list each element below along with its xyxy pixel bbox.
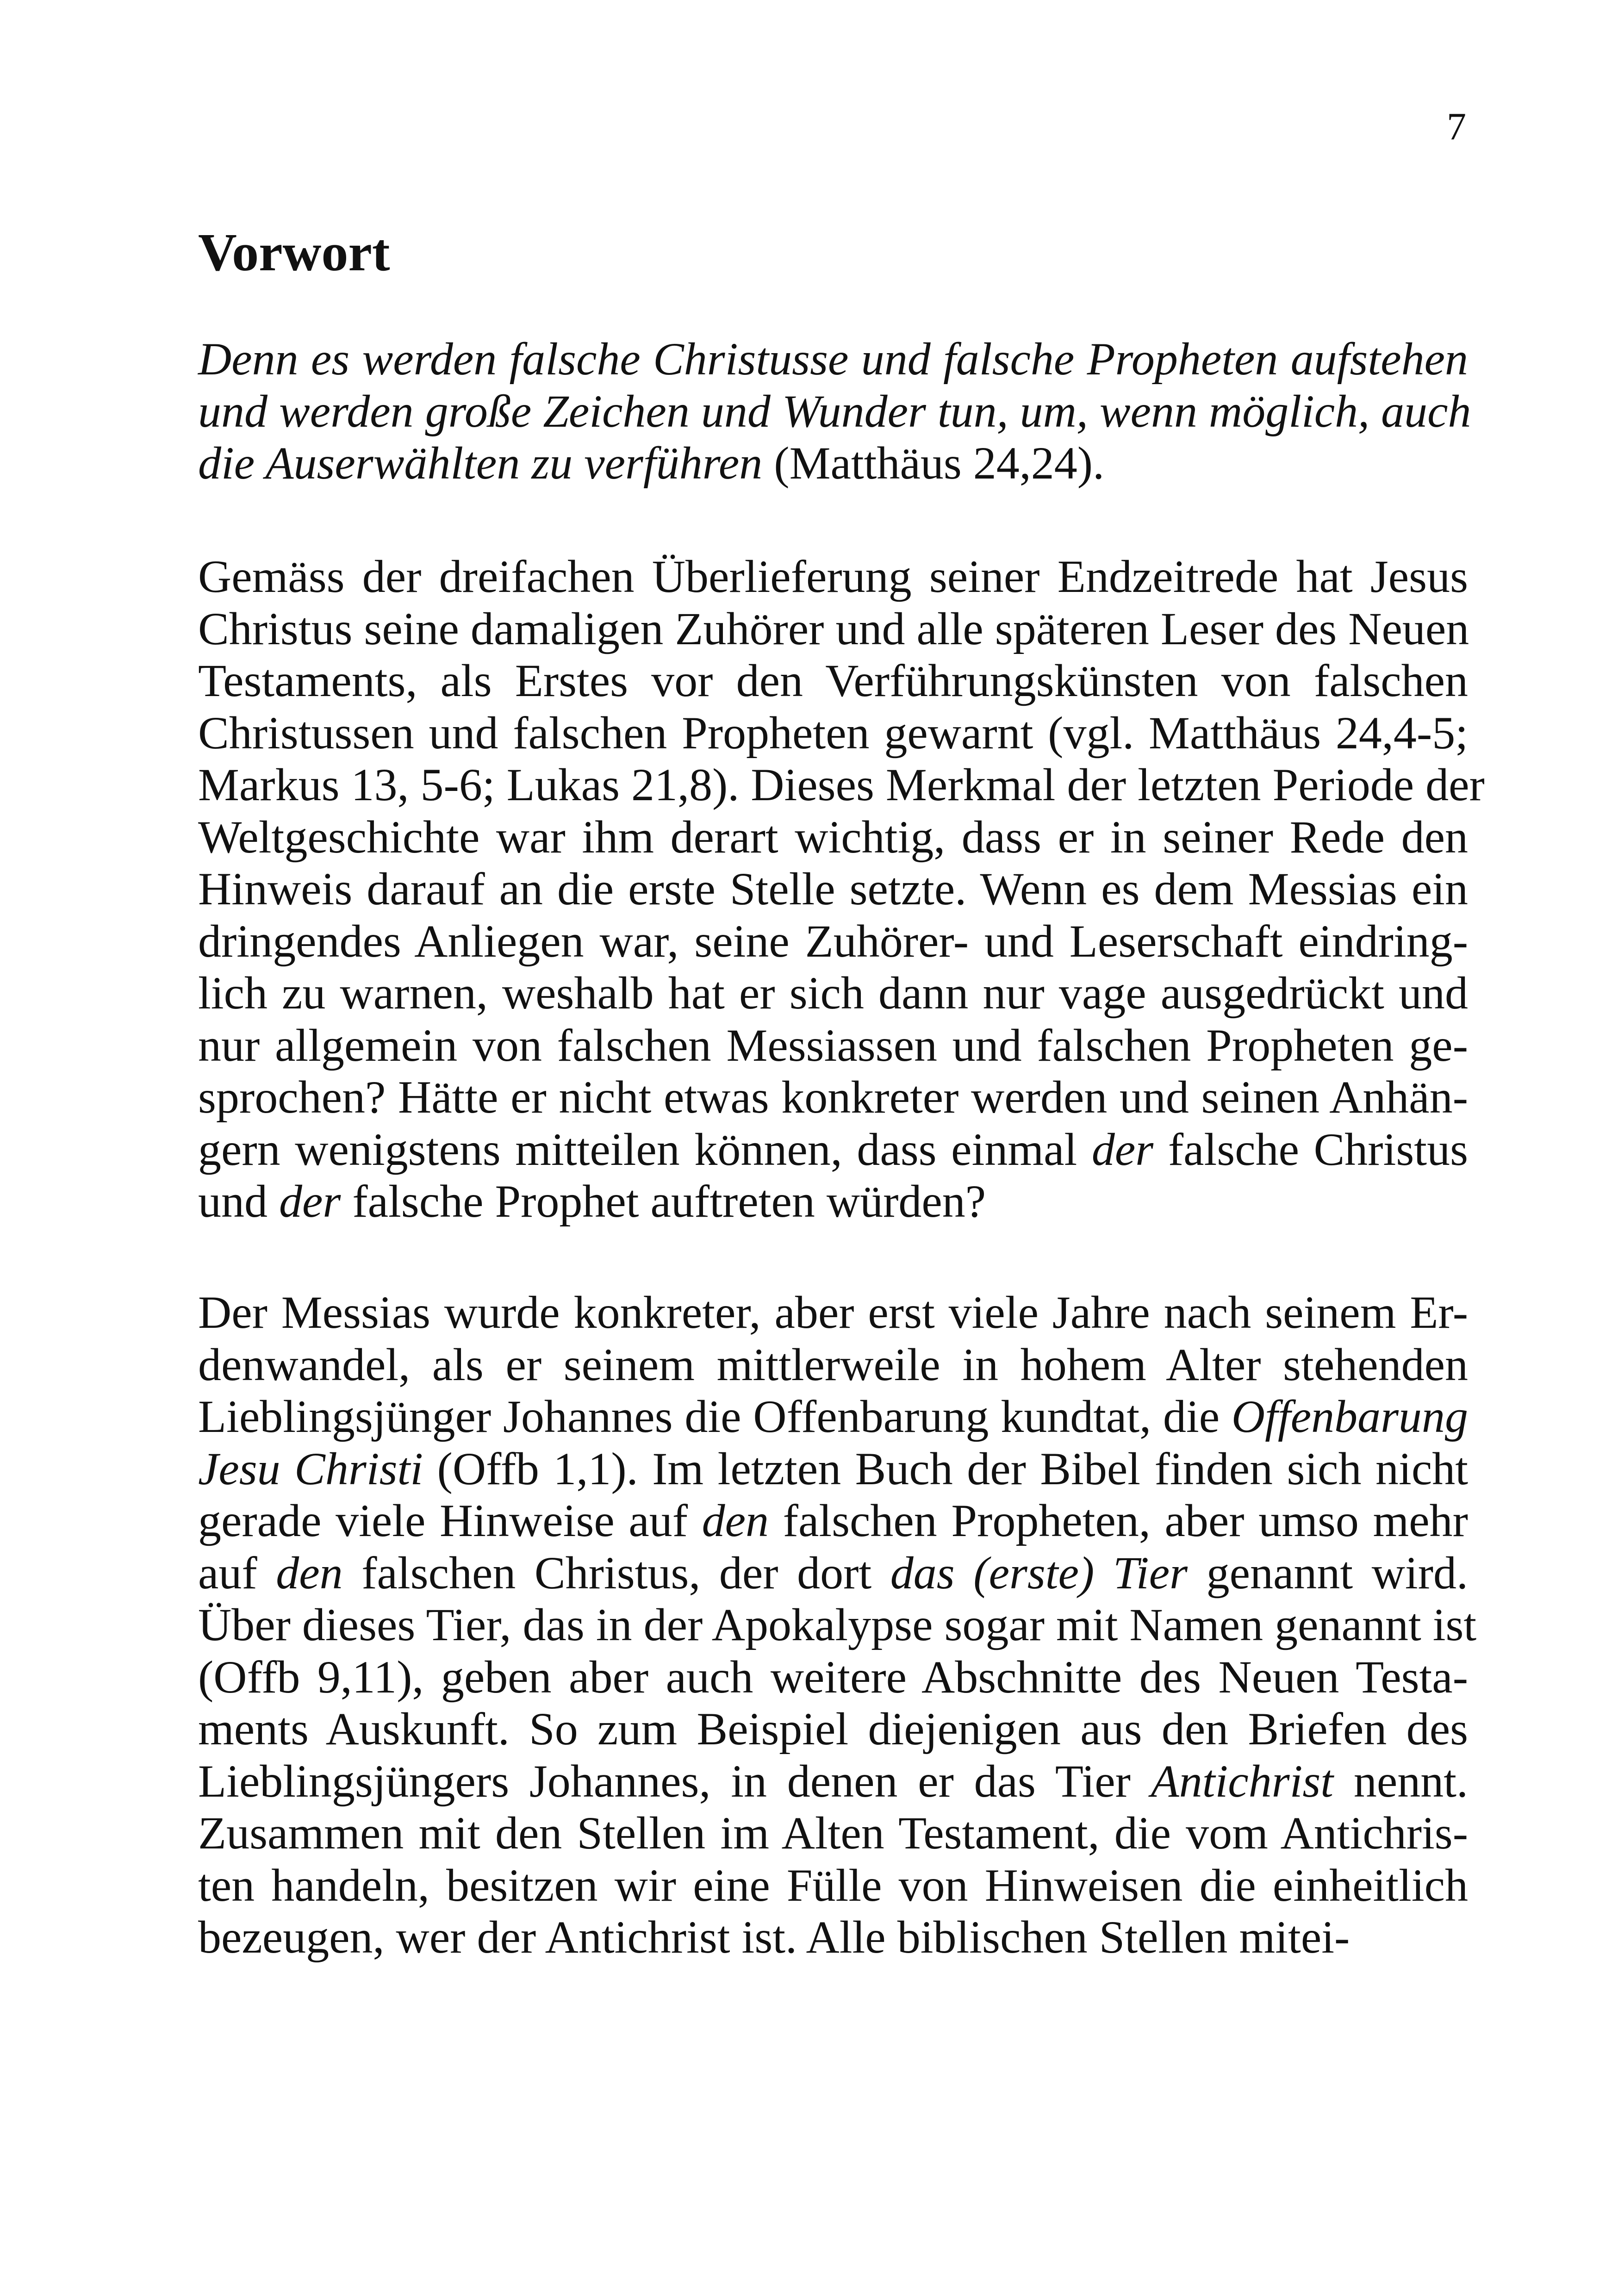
text-line xyxy=(198,437,1468,490)
italic-run: Jesu Christi xyxy=(198,1443,423,1494)
italic-run: Offenbarung xyxy=(1231,1391,1468,1442)
italic-run: der xyxy=(1091,1123,1154,1175)
text-run: ten handeln, besitzen wir eine Fülle von Hinweisen die einheitlich xyxy=(198,1859,1468,1911)
text-line xyxy=(198,1807,1468,1860)
text-run: Der Messias wurde konkreter, aber erst viele Jahre nach seinem Er- xyxy=(198,1287,1468,1338)
text-run: dringendes Anliegen war, seine Zuhörer- und Leserschaft eindring- xyxy=(198,915,1468,967)
text-run: (Offb 9,11), geben aber auch weitere Abschnitte des Neuen Testa- xyxy=(198,1651,1468,1703)
text-run: lich zu warnen, weshalb hat er sich dann nur vage ausgedrückt und xyxy=(198,967,1468,1019)
text-run: Markus 13, 5-6; Lukas 21,8). Dieses Merkmal der letzten Periode der xyxy=(198,759,1485,810)
italic-run: die Auserwählten zu verführen xyxy=(198,437,763,489)
text-run: sprochen? Hätte er nicht etwas konkreter werden und seinen Anhän- xyxy=(198,1071,1468,1123)
page-title: Vorwort xyxy=(198,223,390,282)
text-run: Hinweis darauf an die erste Stelle setzte. Wenn es dem Messias ein xyxy=(198,863,1468,915)
text-run: Lieblingsjünger Johannes die Offenbarung kundtat, die xyxy=(198,1391,1232,1442)
text-line xyxy=(198,1599,1477,1651)
text-line xyxy=(198,1547,1468,1599)
text-line xyxy=(198,1124,1468,1176)
text-line xyxy=(198,1176,1468,1228)
page-number: 7 xyxy=(1447,105,1466,148)
text-line xyxy=(198,1020,1468,1072)
text-line xyxy=(198,1287,1468,1339)
text-run: gern wenigstens mitteilen können, dass einmal xyxy=(198,1123,1092,1175)
body-paragraph-1 xyxy=(198,551,1485,1228)
text-run: Lieblingsjüngers Johannes, in denen er das Tier xyxy=(198,1755,1151,1807)
text-line xyxy=(198,915,1468,968)
italic-run: den xyxy=(702,1495,769,1546)
text-line xyxy=(198,1495,1468,1547)
italic-run: den xyxy=(276,1547,343,1599)
epigraph-quote xyxy=(198,333,1471,490)
text-line xyxy=(198,1703,1468,1755)
text-line xyxy=(198,811,1468,864)
text-run: falsche Prophet auftreten würden? xyxy=(341,1176,986,1227)
text-line xyxy=(198,655,1468,707)
italic-run: Denn es werden falsche Christusse und falsche Propheten aufstehen xyxy=(198,333,1468,385)
text-run: denwandel, als er seinem mittlerweile in hohem Alter stehenden xyxy=(198,1338,1468,1390)
text-run: falschen Christus, der dort xyxy=(342,1547,890,1599)
text-line xyxy=(198,603,1468,655)
italic-run: Antichrist xyxy=(1151,1755,1334,1807)
text-line xyxy=(198,385,1471,438)
text-run: und xyxy=(198,1176,279,1227)
text-run: genannt wird. xyxy=(1188,1547,1468,1599)
text-run: Christussen und falschen Propheten gewarnt (vgl. Matthäus 24,4-5; xyxy=(198,707,1468,759)
text-line xyxy=(198,1651,1468,1704)
text-line xyxy=(198,1755,1468,1808)
text-line xyxy=(198,1443,1468,1495)
text-line xyxy=(198,333,1468,386)
text-line xyxy=(198,967,1468,1020)
text-line xyxy=(198,1860,1468,1912)
text-run: nur allgemein von falschen Messiassen und falschen Propheten ge- xyxy=(198,1019,1468,1071)
text-run: Testaments, als Erstes vor den Verführungskünsten von falschen xyxy=(198,655,1468,706)
text-run: falsche Christus xyxy=(1153,1123,1468,1175)
text-line xyxy=(198,1071,1468,1124)
italic-run: der xyxy=(279,1176,341,1227)
text-line xyxy=(198,1391,1468,1443)
text-run: Christus seine damaligen Zuhörer und alle späteren Leser des Neuen xyxy=(198,603,1469,654)
text-run: nennt. xyxy=(1333,1755,1468,1807)
text-run: (Matthäus 24,24). xyxy=(762,437,1105,489)
text-run: auf xyxy=(198,1547,276,1599)
text-run: falschen Propheten, aber umso mehr xyxy=(769,1495,1468,1546)
text-line xyxy=(198,707,1468,759)
text-run: ments Auskunft. So zum Beispiel diejenigen aus den Briefen des xyxy=(198,1703,1468,1755)
text-line xyxy=(198,863,1468,915)
text-run: Weltgeschichte war ihm derart wichtig, dass er in seiner Rede den xyxy=(198,811,1468,863)
text-line xyxy=(198,1911,1468,1964)
italic-run: das (erste) Tier xyxy=(890,1547,1188,1599)
italic-run: und werden große Zeichen und Wunder tun, um, wenn möglich, auch xyxy=(198,385,1471,437)
text-run: Gemäss der dreifachen Überlieferung seiner Endzeitrede hat Jesus xyxy=(198,551,1468,602)
text-run: Über dieses Tier, das in der Apokalypse sogar mit Namen genannt ist xyxy=(198,1599,1477,1650)
text-line xyxy=(198,551,1468,603)
text-line xyxy=(198,1339,1468,1391)
text-run: gerade viele Hinweise auf xyxy=(198,1495,702,1546)
body-paragraph-2 xyxy=(198,1287,1477,1964)
text-run: bezeugen, wer der Antichrist ist. Alle biblischen Stellen mitei- xyxy=(198,1911,1350,1963)
text-run: Zusammen mit den Stellen im Alten Testament, die vom Antichris- xyxy=(198,1807,1468,1859)
text-line xyxy=(198,759,1485,811)
text-run: (Offb 1,1). Im letzten Buch der Bibel finden sich nicht xyxy=(423,1443,1469,1494)
